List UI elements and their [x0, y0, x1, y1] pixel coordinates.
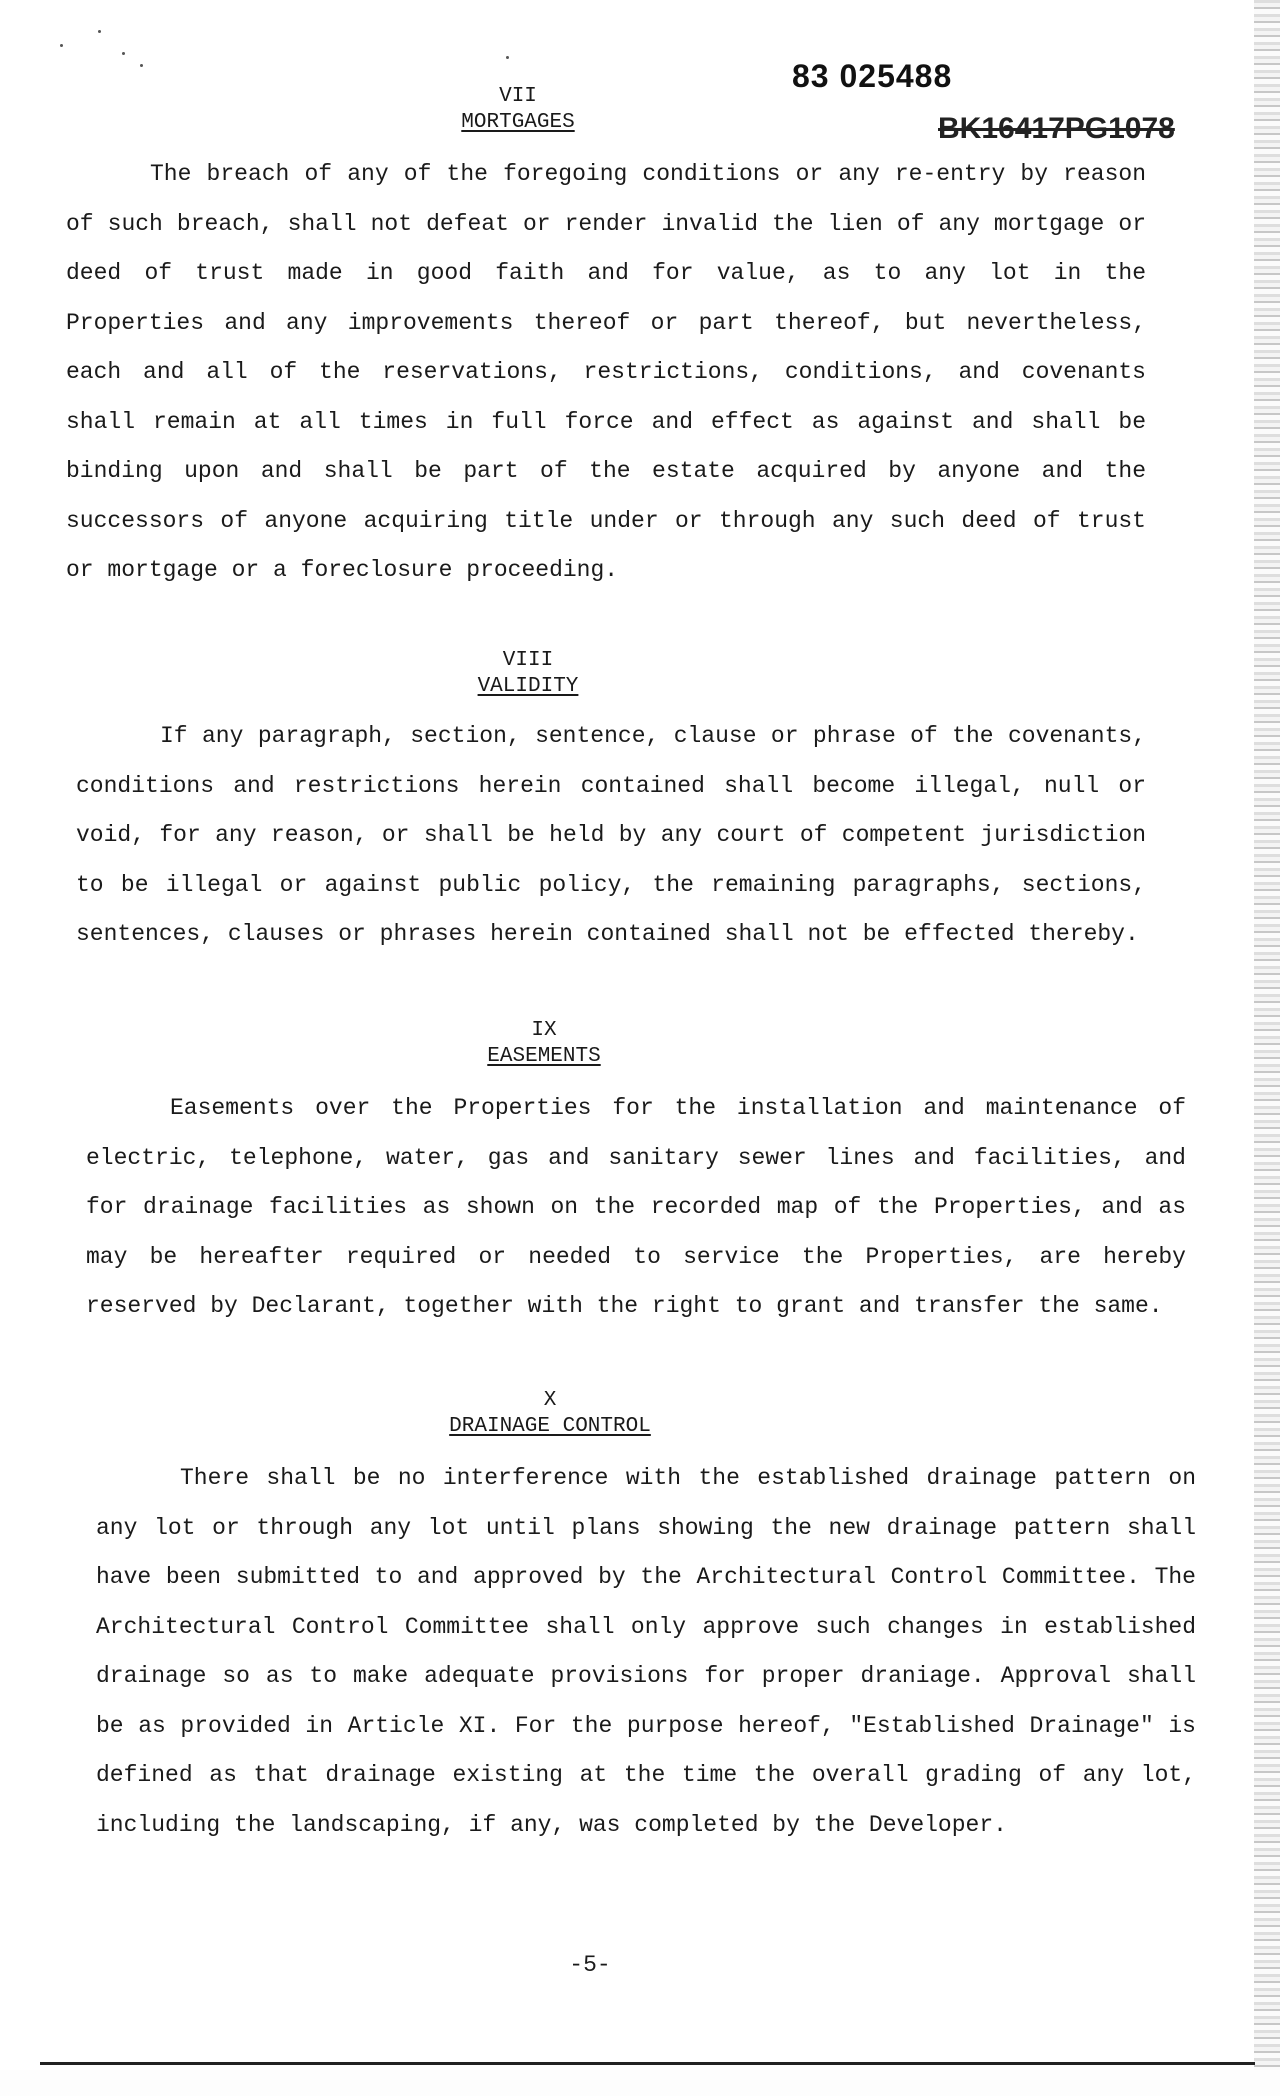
section-heading-mortgages: [368, 84, 668, 136]
scan-bottom-margin: [0, 2070, 1280, 2096]
scan-speck: [122, 52, 125, 55]
section-heading-validity: [378, 648, 678, 700]
section-title: EASEMENTS: [487, 1045, 601, 1068]
scan-speck: [140, 64, 143, 67]
scan-edge-artifact: [1254, 0, 1280, 2096]
section-numeral: IX: [531, 1019, 557, 1042]
scan-speck: [60, 44, 63, 47]
section-title: MORTGAGES: [461, 111, 575, 134]
scan-speck: [98, 30, 101, 33]
section-numeral: VII: [499, 85, 537, 108]
section-heading-drainage-control: [400, 1388, 700, 1440]
section-numeral: VIII: [502, 649, 554, 672]
page-number: -5-: [569, 1952, 611, 1978]
book-page-stamp: BK16417PG1078: [938, 112, 1175, 145]
scan-speck: [506, 56, 509, 59]
section-body-easements: [86, 1084, 1186, 1332]
section-title: VALIDITY: [477, 675, 579, 698]
paragraph-text: Easements over the Properties for the installation and maintenance of electric, telephone, water, gas and sanitary sewer lines and facilities, and for drainage facilities as shown on the recorded map of the Properties, and as may be hereafter required or needed to service the Properties, are hereby reserved by Declarant, together with the right to grant and transfer the same.: [86, 1095, 1186, 1319]
section-body-mortgages: [66, 150, 1146, 596]
paragraph-text: If any paragraph, section, sentence, clause or phrase of the covenants, conditions and restrictions herein contained shall become illegal, null or void, for any reason, or shall be held by any court of competent jurisdiction to be illegal or against public policy, the remaining paragraphs, sections, sentences, clauses or phrases herein contained shall not be effected thereby.: [76, 723, 1146, 947]
document-number: 83 025488: [792, 58, 953, 94]
section-title: DRAINAGE CONTROL: [449, 1415, 651, 1438]
section-body-drainage-control: [96, 1454, 1196, 1850]
scan-bottom-line: [40, 2062, 1255, 2065]
paragraph-text: There shall be no interference with the established drainage pattern on any lot or through any lot until plans showing the new drainage pattern shall have been submitted to and approved by the Architectural Control Committee. The Architectural Control Committee shall only approve such changes in established drainage so as to make adequate provisions for proper draniage. Approval shall be as provided in Article XI. For the purpose hereof, "Established Drainage" is defined as that drainage existing at the time the overall grading of any lot, including the landscaping, if any, was completed by the Developer.: [96, 1465, 1196, 1838]
section-numeral: X: [543, 1389, 557, 1412]
section-heading-easements: [394, 1018, 694, 1070]
section-body-validity: [76, 712, 1146, 960]
paragraph-text: The breach of any of the foregoing conditions or any re-entry by reason of such breach, shall not defeat or render invalid the lien of any mortgage or deed of trust made in good faith and for value, as to any lot in the Properties and any improvements thereof or part thereof, but nevertheless, each and all of the reservations, restrictions, conditions, and covenants shall remain at all times in full force and effect as against and shall be binding upon and shall be part of the estate acquired by anyone and the successors of anyone acquiring title under or through any such deed of trust or mortgage or a foreclosure proceeding.: [66, 161, 1146, 583]
